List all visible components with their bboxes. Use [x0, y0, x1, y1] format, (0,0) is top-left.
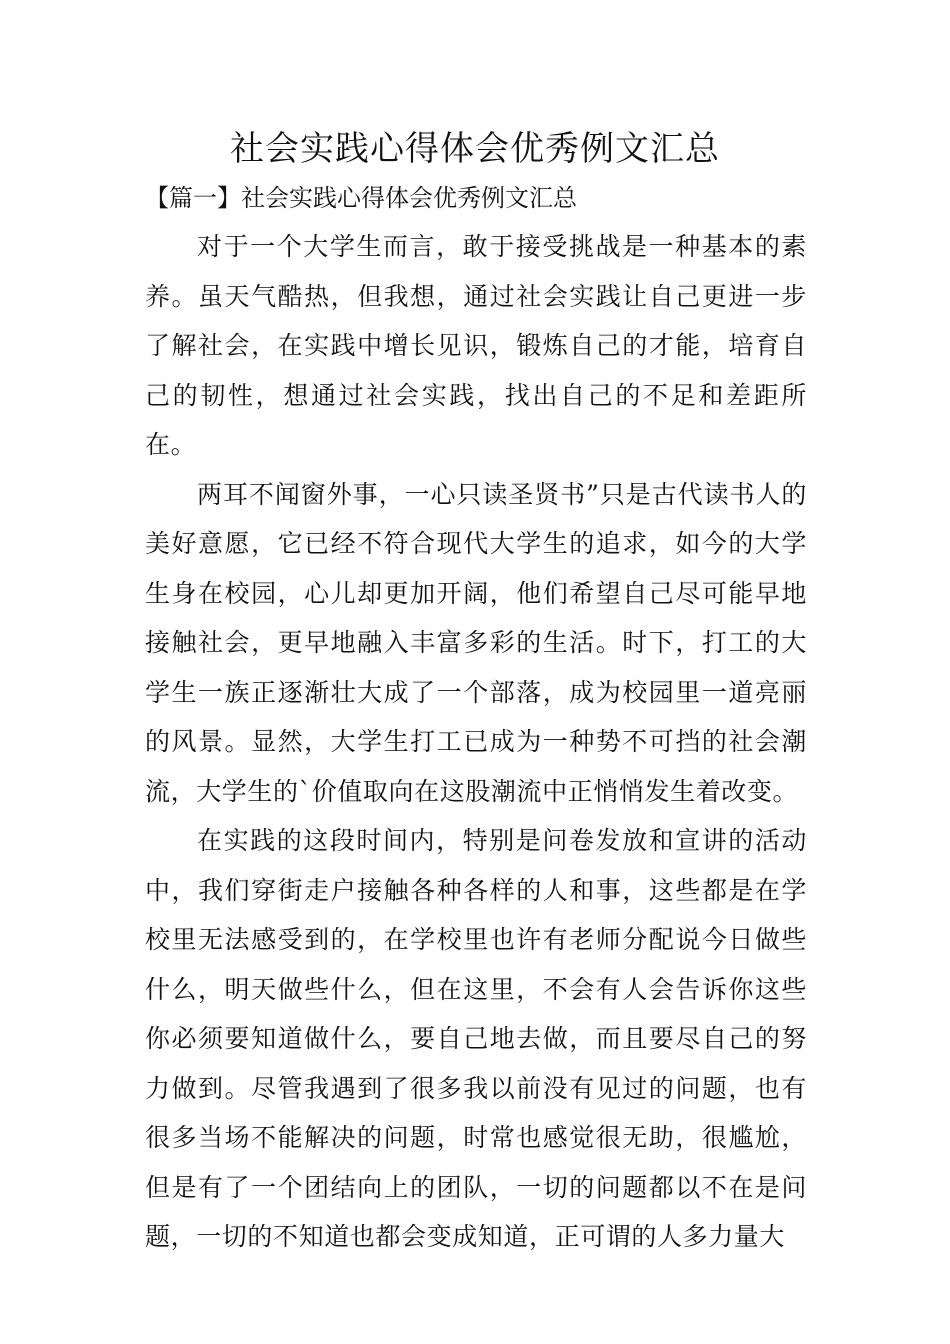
document-title: 社会实践心得体会优秀例文汇总: [230, 129, 720, 169]
document-body: [145, 222, 807, 1262]
section-heading: 【篇一】社会实践心得体会优秀例文汇总: [145, 184, 577, 212]
paragraph-2: 两耳不闻窗外事，一心只读圣贤书”只是古代读书人的美好意愿，它已经不符合现代大学生的追求，如今的大学生身在校园，心儿却更加开阔，他们希望自己尽可能早地接触社会，更早地融入丰富多彩的生活。时下，打工的大学生一族正逐渐壮大成了一个部落，成为校园里一道亮丽的风景。显然，大学生打工已成为一种势不可挡的社会潮流，大学生的`价值取向在这股潮流中正悄悄发生着改变。: [145, 479, 807, 806]
paragraph-1: 对于一个大学生而言，敢于接受挑战是一种基本的素养。虽天气酷热，但我想，通过社会实践让自己更进一步了解社会，在实践中增长见识，锻炼自己的才能，培育自己的韧性，想通过社会实践，找出自己的不足和差距所在。: [145, 232, 807, 459]
paragraph-3: 在实践的这段时间内，特别是问卷发放和宣讲的活动中，我们穿街走户接触各种各样的人和事，这些都是在学校里无法感受到的，在学校里也许有老师分配说今日做些什么，明天做些什么，但在这里，不会有人会告诉你这些你必须要知道做什么，要自己地去做，而且要尽自己的努力做到。尽管我遇到了很多我以前没有见过的问题，也有很多当场不能解决的问题，时常也感觉很无助，很尴尬，但是有了一个团结向上的团队，一切的问题都以不在是问题，一切的不知道也都会变成知道，正可谓的人多力量大: [145, 826, 807, 1251]
